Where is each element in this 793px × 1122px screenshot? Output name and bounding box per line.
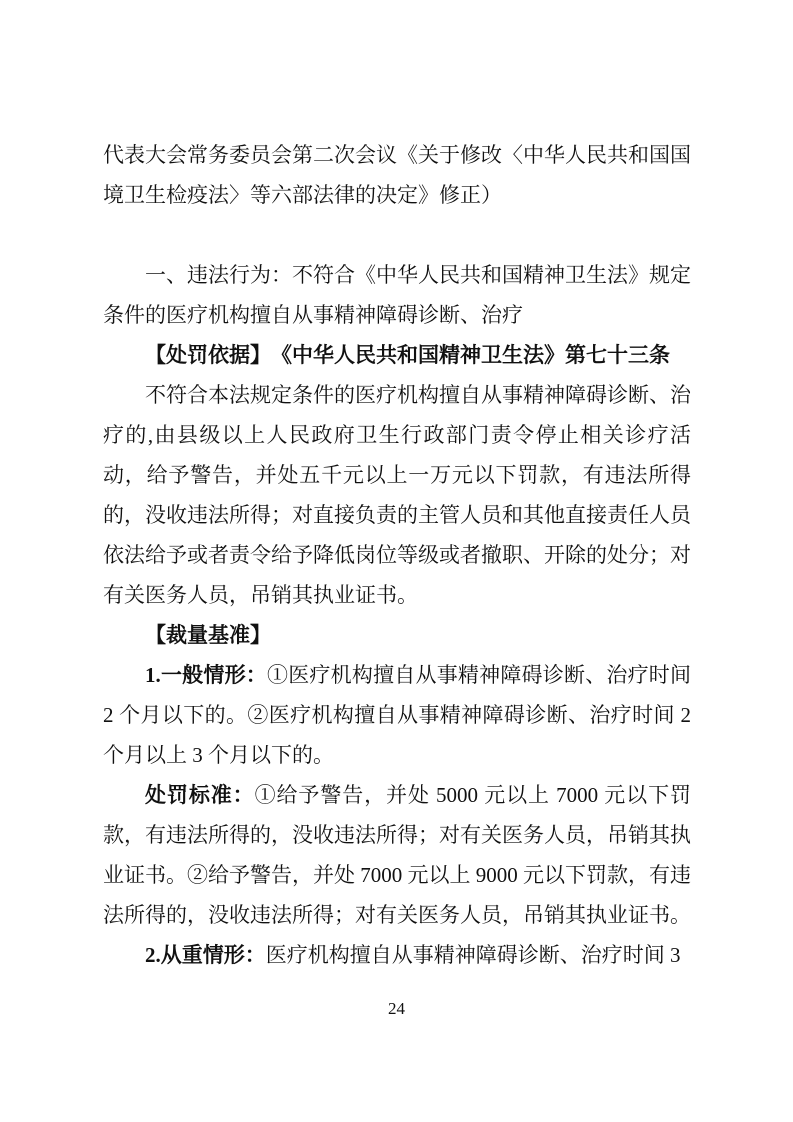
- paragraph-intro-continuation: [103, 135, 691, 215]
- bold-text-run: 1.一般情形：: [145, 663, 268, 687]
- paragraph-penalty-basis: [103, 335, 691, 375]
- paragraph-penalty-standard: [103, 775, 691, 935]
- bold-text-run: 2.从重情形：: [145, 943, 266, 967]
- bold-text-run: 【处罚依据】 《中华人民共和国精神卫生法》第七十三条: [145, 343, 670, 367]
- paragraph-statute-text: [103, 375, 691, 615]
- text-run: 不符合本法规定条件的医疗机构擅自从事精神障碍诊断、治疗的,由县级以上人民政府卫生行政部门责令停止相关诊疗活动，给予警告，并处五千元以上一万元以下罚款，有违法所得的，没收违法所得；对直接负责的主管人员和其他直接责任人员依法给予或者责令给予降低岗位等级或者撤职、开除的处分；对有关医务人员，吊销其执业证书。: [103, 383, 691, 607]
- text-run: 代表大会常务委员会第二次会议《关于修改〈中华人民共和国国境卫生检疫法〉等六部法律的决定》修正）: [103, 143, 691, 207]
- page-footer: [0, 999, 793, 1019]
- blank-line: [103, 215, 691, 255]
- text-run: 医疗机构擅自从事精神障碍诊断、治疗时间 3: [265, 943, 681, 967]
- bold-text-run: 【裁量基准】: [145, 623, 271, 647]
- paragraph-violation-heading: [103, 255, 691, 335]
- paragraph-general-case: [103, 655, 691, 775]
- bold-text-run: 处罚标准：: [145, 783, 255, 807]
- page-number: 24: [388, 999, 405, 1018]
- text-run: ①给予警告，并处 5000 元以上 7000 元以下罚款，有违法所得的，没收违法所得；对有关医务人员，吊销其执业证书。②给予警告，并处 7000 元以上 9000 元以下罚款，有违法所得的，没收违法所得；对有关医务人员，吊销其执业证书。: [103, 783, 692, 927]
- document-body: [103, 135, 691, 975]
- paragraph-discretion-benchmark-heading: [103, 615, 691, 655]
- paragraph-aggravated-case: [103, 935, 691, 975]
- text-run: ①医疗机构擅自从事精神障碍诊断、治疗时间 2 个月以下的。②医疗机构擅自从事精神障碍诊断、治疗时间 2 个月以上 3 个月以下的。: [103, 663, 692, 767]
- text-run: 一、违法行为：不符合《中华人民共和国精神卫生法》规定条件的医疗机构擅自从事精神障碍诊断、治疗: [103, 263, 691, 327]
